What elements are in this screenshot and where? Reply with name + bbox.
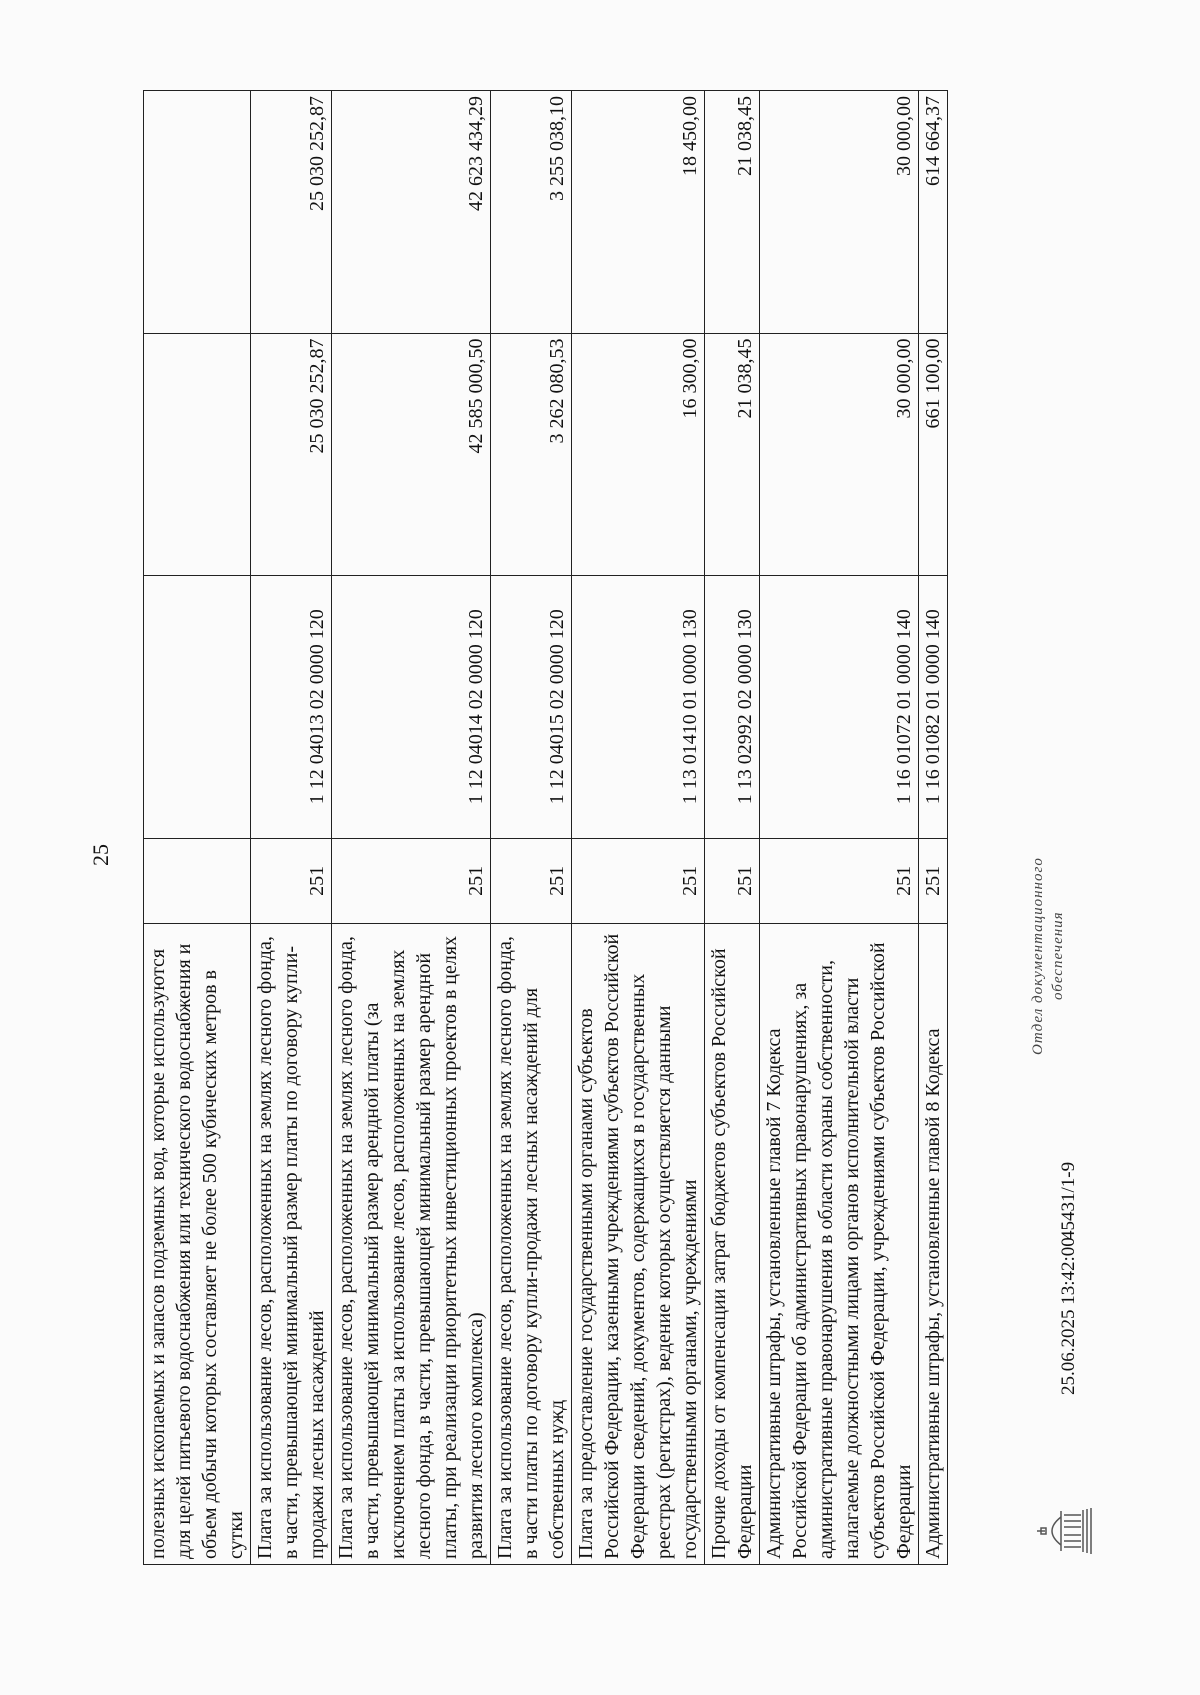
table-row — [760, 91, 919, 1565]
table-row — [705, 91, 760, 1565]
admin-code: 251 — [572, 838, 705, 924]
table-row — [332, 91, 491, 1565]
department-stamp-line2: обеспечения — [1050, 911, 1066, 1000]
fact-amount: 18 450,00 — [572, 91, 705, 334]
table-row — [251, 91, 332, 1565]
fact-amount: 25 030 252,87 — [251, 91, 332, 334]
revenue-name: Плата за использование лесов, расположенных на землях лесного фонда, в части, превышающей минимальный размер арендной платы (за исключением платы за использование лесов, расположенных на землях лесного фонда, в части, превышающей минимальный размер арендной платы, при реализации приоритетных инвестиционных проектов в целях развития лесного комплекса) — [332, 924, 491, 1565]
admin-code — [144, 838, 251, 924]
page-number: 25 — [88, 844, 113, 866]
plan-amount: 42 585 000,50 — [332, 333, 491, 575]
budget-code: 1 12 04015 02 0000 120 — [491, 575, 572, 838]
print-datetime: 25.06.2025 13:42:00 — [1058, 1237, 1079, 1395]
admin-code: 251 — [332, 838, 491, 924]
fact-amount: 30 000,00 — [760, 91, 919, 334]
revenue-name: полезных ископаемых и запасов подземных вод, которые используются для целей питьевого водоснабжения или технического водоснабжения и объем добычи которых составляет не более 500 кубических метров в сутки — [144, 924, 251, 1565]
admin-code: 251 — [919, 838, 948, 924]
department-stamp-line1: Отдел документационного — [1030, 857, 1046, 1055]
plan-amount: 3 262 080,53 — [491, 333, 572, 575]
admin-code: 251 — [760, 838, 919, 924]
revenue-name: Плата за использование лесов, расположенных на землях лесного фонда, в части платы по договору купли-продажи лесных насаждений для собственных нужд — [491, 924, 572, 1565]
fact-amount: 3 255 038,10 — [491, 91, 572, 334]
plan-amount: 661 100,00 — [919, 333, 948, 575]
plan-amount: 16 300,00 — [572, 333, 705, 575]
admin-code: 251 — [705, 838, 760, 924]
plan-amount: 21 038,45 — [705, 333, 760, 575]
table-row — [919, 91, 948, 1565]
revenue-name: Административные штрафы, установленные главой 8 Кодекса — [919, 924, 948, 1565]
budget-code: 1 16 01072 01 0000 140 — [760, 575, 919, 838]
budget-code: 1 13 01410 01 0000 130 — [572, 575, 705, 838]
revenue-name: Плата за предоставление государственными органами субъектов Российской Федерации, казенными учреждениями субъектов Российской Федерации сведений, документов, содержащихся в государственных реестрах (регистрах), ведение которых осуществляется данными государственными органами, учреждениями — [572, 924, 705, 1565]
budget-code: 1 13 02992 02 0000 130 — [705, 575, 760, 838]
revenue-name: Административные штрафы, установленные главой 7 Кодекса Российской Федерации об административных правонарушениях, за административные правонарушения в области охраны собственности, налагаемые должностными лицами органов исполнительной власти субъектов Российской Федерации, учреждениями субъектов Российской Федерации — [760, 924, 919, 1565]
document-number: 45431/1-9 — [1058, 1161, 1079, 1240]
budget-code — [144, 575, 251, 838]
revenue-name: Прочие доходы от компенсации затрат бюджетов субъектов Российской Федерации — [705, 924, 760, 1565]
revenue-table — [143, 90, 948, 1565]
plan-amount — [144, 333, 251, 575]
table-row — [491, 91, 572, 1565]
fact-amount — [144, 91, 251, 334]
fact-amount: 614 664,37 — [919, 91, 948, 334]
duma-building-logo-icon — [1035, 1507, 1093, 1555]
budget-code: 1 12 04013 02 0000 120 — [251, 575, 332, 838]
table-row — [572, 91, 705, 1565]
plan-amount: 25 030 252,87 — [251, 333, 332, 575]
admin-code: 251 — [491, 838, 572, 924]
fact-amount: 42 623 434,29 — [332, 91, 491, 334]
table-row — [144, 91, 251, 1565]
plan-amount: 30 000,00 — [760, 333, 919, 575]
fact-amount: 21 038,45 — [705, 91, 760, 334]
budget-code: 1 12 04014 02 0000 120 — [332, 575, 491, 838]
budget-code: 1 16 01082 01 0000 140 — [919, 575, 948, 838]
revenue-name: Плата за использование лесов, расположенных на землях лесного фонда, в части, превышающей минимальный размер платы по договору купли-продажи лесных насаждений — [251, 924, 332, 1565]
admin-code: 251 — [251, 838, 332, 924]
